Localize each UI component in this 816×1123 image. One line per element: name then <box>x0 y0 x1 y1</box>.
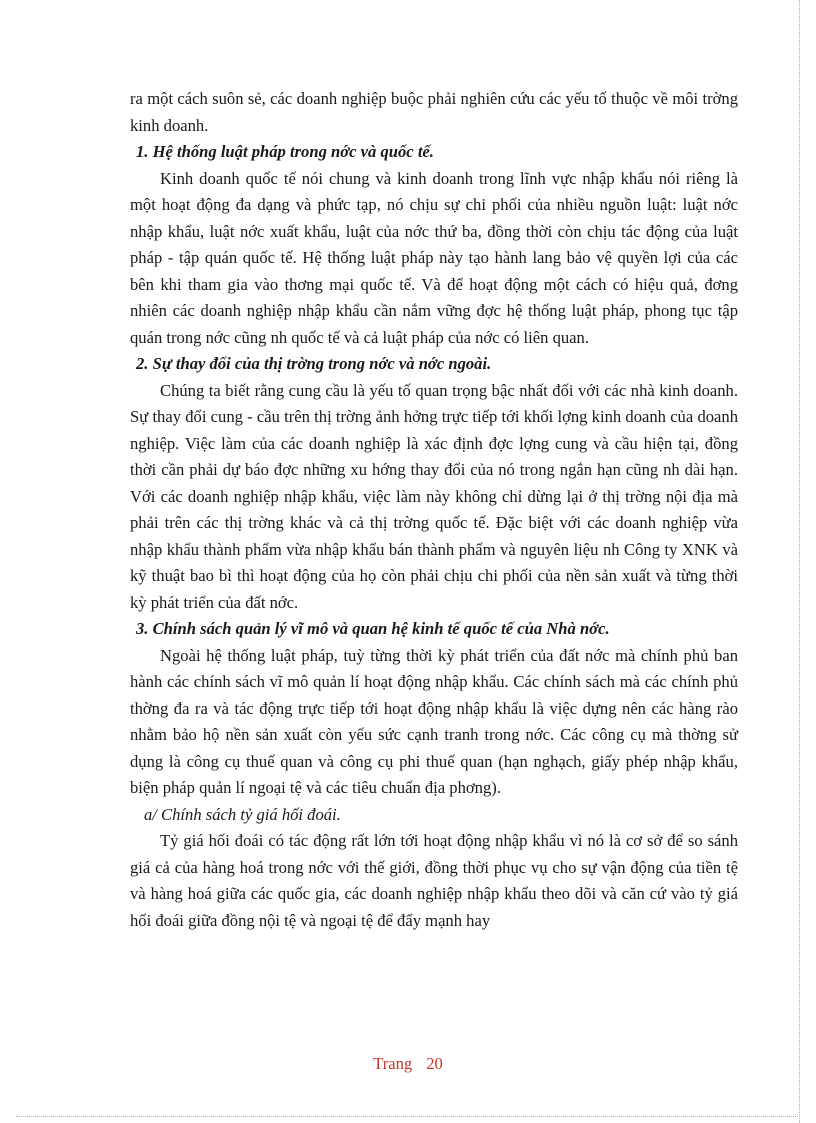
heading-market-changes: 2. Sự thay đổi của thị trờng trong nớc và nớc ngoài. <box>136 354 492 373</box>
document-body <box>130 86 738 934</box>
page-border-bottom <box>16 1116 800 1117</box>
paragraph-exchange-rate: Tỷ giá hối đoái có tác động rất lớn tới hoạt động nhập khẩu vì nó là cơ sở để so sánh giá cả của hàng hoá trong nớc với thế giới, đồng thời phục vụ cho sự vận động của tiền tệ và hàng hoá giữa các quốc gia, các doanh nghiệp nhập khẩu theo dõi và căn cứ vào tỷ giá hối đoái giữa đồng nội tệ và ngoại tệ để đẩy mạnh hay <box>130 831 738 930</box>
heading-macro-policy: 3. Chính sách quản lý vĩ mô và quan hệ kinh tế quốc tế của Nhà nớc. <box>136 619 610 638</box>
page-border-right <box>799 0 800 1123</box>
heading-legal-system: 1. Hệ thống luật pháp trong nớc và quốc tế. <box>136 142 434 161</box>
paragraph-legal-system: Kinh doanh quốc tế nói chung và kinh doanh trong lĩnh vực nhập khẩu nói riêng là một hoạt động đa dạng và phức tạp, nó chịu sự chi phối của nhiều nguồn luật: luật nớc nhập khẩu, luật nớc xuất khẩu, luật của nớc thứ ba, đồng thời còn chịu tác động của luật pháp - tập quán quốc tế. Hệ thống luật pháp này tạo hành lang bảo vệ quyền lợi của các bên khi tham gia vào thơng mại quốc tế. Và để hoạt động một cách có hiệu quả, đơng nhiên các doanh nghiệp nhập khẩu cần nắm vững đợc hệ thống luật pháp, phong tục tập quán trong nớc cũng nh quốc tế và cả luật pháp của nớc có liên quan. <box>130 168 738 347</box>
subheading-exchange-rate: a/ Chính sách tỷ giá hối đoái. <box>144 804 341 824</box>
paragraph-intro-continuation: ra một cách suôn sẻ, các doanh nghiệp buộc phải nghiên cứu các yếu tố thuộc về môi trờng kinh doanh. <box>130 89 738 135</box>
page-number: 20 <box>426 1054 443 1073</box>
page-footer <box>0 1054 816 1074</box>
page-label: Trang <box>373 1054 413 1073</box>
paragraph-market-changes: Chúng ta biết rằng cung cầu là yếu tố quan trọng bậc nhất đối với các nhà kinh doanh. Sự thay đổi cung - cầu trên thị trờng ảnh hởng trực tiếp tới khối lợng kinh doanh của doanh nghiệp. Việc làm của các doanh nghiệp là xác định đợc lợng cung và cầu hiện tại, đồng thời cần phải dự báo đợc những xu hớng thay đổi của nó trong ngắn hạn cũng nh dài hạn. Với các doanh nghiệp nhập khẩu, việc làm này không chỉ dừng lại ở thị trờng nội địa mà phải trên các thị trờng khác và cả thị trờng quốc tế. Đặc biệt với các doanh nghiệp vừa nhập khẩu thành phẩm vừa nhập khẩu bán thành phẩm và nguyên liệu nh Công ty XNK và kỹ thuật bao bì thì hoạt động của họ còn phải chịu chi phối của nền sản xuất và từng thời kỳ phát triển của đất nớc. <box>130 380 738 612</box>
paragraph-macro-policy: Ngoài hệ thống luật pháp, tuỳ từng thời kỳ phát triển của đất nớc mà chính phủ ban hành các chính sách vĩ mô quản lí hoạt động nhập khẩu. Các chính sách mà các chính phủ thờng đa ra và tác động trực tiếp tới hoạt động nhập khẩu là việc dựng nên các hàng rào nhằm bảo hộ nền sản xuất còn yếu sức cạnh tranh trong nớc. Các công cụ mà thờng sử dụng là công cụ thuế quan và công cụ phi thuế quan (hạn nghạch, giấy phép nhập khẩu, biện pháp quản lí ngoại tệ và các tiêu chuẩn địa phơng). <box>130 645 738 797</box>
